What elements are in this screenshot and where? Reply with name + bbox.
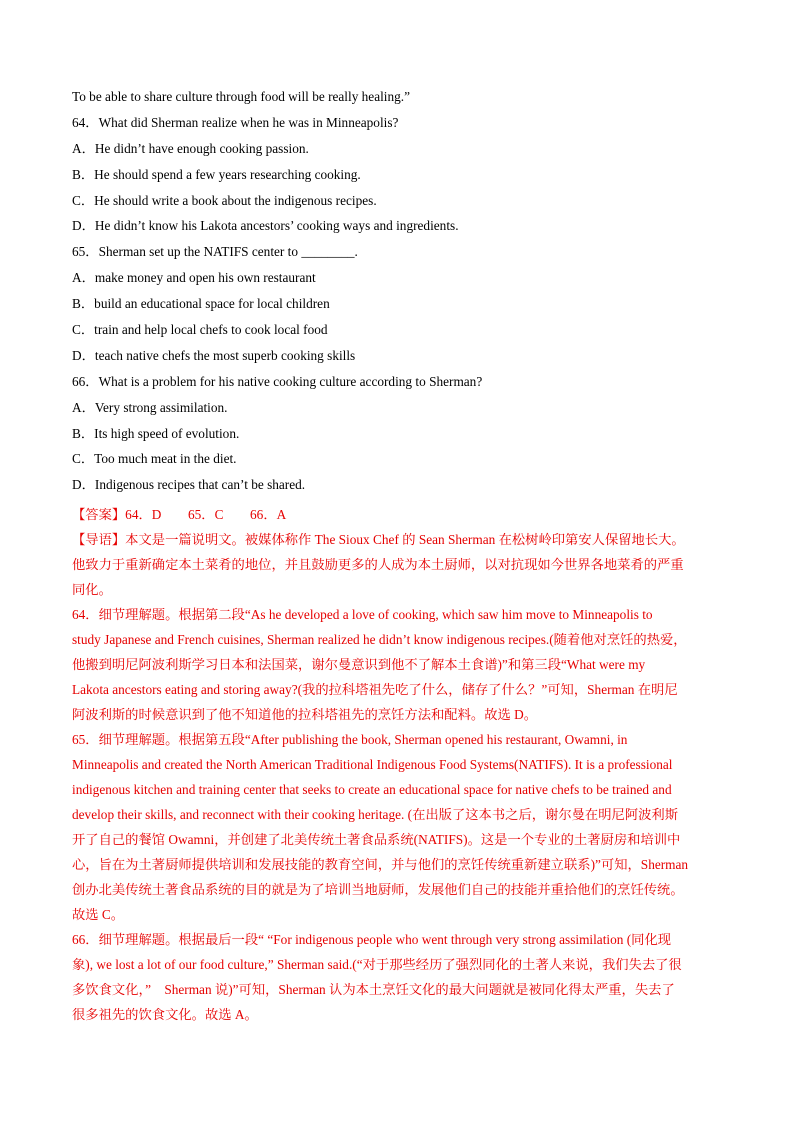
guide-line: 【导语】本文是一篇说明文。被媒体称作 The Sioux Chef 的 Sean Sherman 在松树岭印第安人保留地长大。 bbox=[72, 532, 685, 548]
explanation-64 bbox=[72, 602, 732, 727]
explanation-65-line: indigenous kitchen and training center that seeks to create an educational space for native chefs to be trained and bbox=[72, 782, 672, 798]
explanation-66-line: 象), we lost a lot of our food culture,” Sherman said.(“对于那些经历了强烈同化的土著人来说，我们失去了很 bbox=[72, 957, 682, 973]
explanation-65-line: 心，旨在为土著厨师提供培训和发展技能的教育空间，并与他们的烹饪传统重新建立联系)”可知，Sherman bbox=[72, 857, 689, 873]
question-66-stem: 66．What is a problem for his native cooking culture according to Sherman? bbox=[72, 373, 483, 389]
content-column bbox=[72, 88, 732, 1027]
question-64-option-b: B．He should spend a few years researching cooking. bbox=[72, 166, 361, 182]
explanation-64-line: Lakota ancestors eating and storing away?(我的拉科塔祖先吃了什么，储存了什么？”可知，Sherman 在明尼 bbox=[72, 682, 678, 698]
question-66-option-a: A．Very strong assimilation. bbox=[72, 399, 228, 415]
guide-line: 他致力于重新确定本土菜肴的地位，并且鼓励更多的人成为本土厨师，以对抗现如今世界各地菜肴的严重 bbox=[72, 557, 684, 573]
guide-line: 同化。 bbox=[72, 582, 112, 598]
question-block bbox=[72, 88, 732, 493]
explanation-66 bbox=[72, 927, 732, 1027]
question-65-option-c: C．train and help local chefs to cook local food bbox=[72, 322, 328, 338]
passage-tail: To be able to share culture through food will be really healing.” bbox=[72, 89, 411, 104]
explanation-65-line: 创办北美传统土著食品系统的目的就是为了培训当地厨师，发展他们自己的技能并重拾他们的烹饪传统。 bbox=[72, 882, 684, 898]
explanation-64-line: 他搬到明尼阿波利斯学习日本和法国菜，谢尔曼意识到他不了解本土食谱)”和第三段“What were my bbox=[72, 657, 646, 673]
question-64-option-a: A．He didn’t have enough cooking passion. bbox=[72, 140, 309, 156]
explanation-64-line: study Japanese and French cuisines, Sherman realized he didn’t know indigenous recipes.(随着他对烹饪的热爱， bbox=[72, 632, 687, 648]
explanation-65-line: 故选 C。 bbox=[72, 907, 125, 923]
explanation-65-line: 65．细节理解题。根据第五段“After publishing the book, Sherman opened his restaurant, Owamni, in bbox=[72, 732, 628, 748]
question-66-option-c: C．Too much meat in the diet. bbox=[72, 451, 237, 467]
guide-paragraph bbox=[72, 527, 732, 602]
question-65-option-d: D．teach native chefs the most superb cooking skills bbox=[72, 347, 356, 363]
explanation-block bbox=[72, 502, 732, 1027]
question-65-option-a: A．make money and open his own restaurant bbox=[72, 270, 316, 286]
explanation-64-line: 64．细节理解题。根据第二段“As he developed a love of cooking, which saw him move to Minneapolis to bbox=[72, 607, 653, 623]
question-66-option-d: D．Indigenous recipes that can’t be shared. bbox=[72, 477, 306, 493]
explanation-65-line: Minneapolis and created the North American Traditional Indigenous Food Systems(NATIFS). It is a professional bbox=[72, 757, 673, 773]
explanation-66-line: 很多祖先的饮食文化。故选 A。 bbox=[72, 1007, 258, 1023]
question-66-option-b: B．Its high speed of evolution. bbox=[72, 425, 240, 441]
question-65-option-b: B．build an educational space for local children bbox=[72, 296, 330, 312]
explanation-65 bbox=[72, 727, 732, 927]
explanation-65-line: develop their skills, and reconnect with their cooking heritage. (在出版了这本书之后，谢尔曼在明尼阿波利斯 bbox=[72, 807, 679, 823]
question-64-option-d: D．He didn’t know his Lakota ancestors’ cooking ways and ingredients. bbox=[72, 218, 459, 234]
explanation-66-line: 66．细节理解题。根据最后一段“ “For indigenous people who went through very strong assimilation (同化现 bbox=[72, 932, 672, 948]
explanation-65-line: 开了自己的餐馆 Owamni，并创建了北美传统土著食品系统(NATIFS)。这是一个专业的土著厨房和培训中 bbox=[72, 832, 681, 848]
question-64-stem: 64．What did Sherman realize when he was in Minneapolis? bbox=[72, 114, 399, 130]
explanation-66-line: 多饮食文化，” Sherman 说)”可知，Sherman 认为本土烹饪文化的最大问题就是被同化得太严重，失去了 bbox=[72, 982, 675, 998]
question-65-stem: 65．Sherman set up the NATIFS center to ________. bbox=[72, 244, 358, 260]
question-64-option-c: C．He should write a book about the indigenous recipes. bbox=[72, 192, 377, 208]
answer-key bbox=[72, 502, 732, 527]
answer-key-line: 【答案】64．D 65．C 66．A bbox=[72, 507, 287, 523]
explanation-64-line: 阿波利斯的时候意识到了他不知道他的拉科塔祖先的烹饪方法和配料。故选 D。 bbox=[72, 707, 538, 723]
